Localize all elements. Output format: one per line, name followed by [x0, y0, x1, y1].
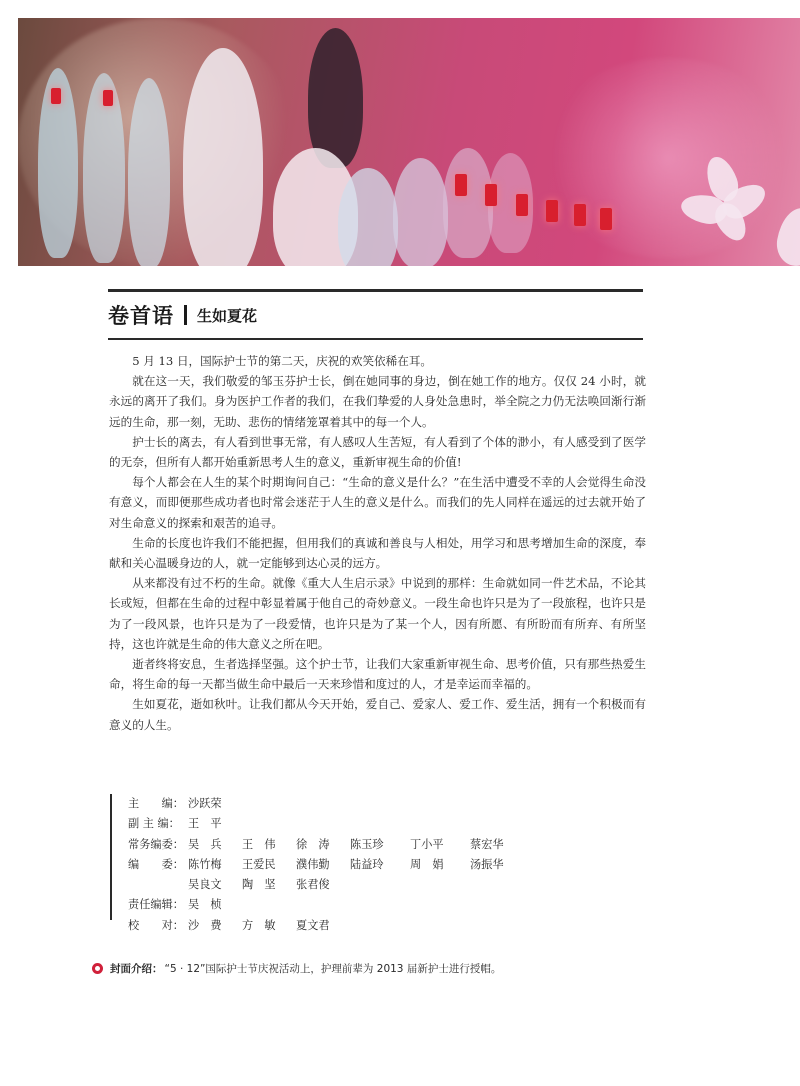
paragraph: 每个人都会在人生的某个时期询问自己：“生命的意义是什么？”在生活中遭受不幸的人会觉得生命没有意义，而即便那些成功者也时常会迷茫于人生的意义是什么。而我们的先人同样在遥远的过去就开始了对生命意义的探索和艰苦的追寻。: [109, 475, 646, 530]
paragraph: 生命的长度也许我们不能把握，但用我们的真诚和善良与人相处，用学习和思考增加生命的深度，奉献和关心温暖身边的人，就一定能够到达心灵的远方。: [109, 535, 646, 571]
editor-name: 张君俊: [296, 878, 330, 892]
editor-name: 周 娟: [410, 857, 444, 871]
cover-caption-text: “5 · 12”国际护士节庆祝活动上，护理前辈为 2013 届新护士进行授帽。: [164, 963, 502, 975]
masthead-label: 校 对：: [128, 918, 184, 932]
masthead-row-responsible: [128, 895, 524, 915]
editor-name: 沙跃荣: [188, 797, 222, 810]
column-header: [108, 289, 643, 340]
masthead-row-exec: [128, 835, 524, 855]
masthead-label: 责任编辑：: [128, 898, 184, 912]
editor-name: 方 敏: [242, 918, 276, 932]
masthead-label: 编 委：: [128, 857, 184, 871]
article-title: 生如夏花: [197, 306, 258, 325]
header-rule-top: [108, 289, 643, 292]
editor-name: 夏文君: [296, 918, 330, 932]
masthead-label: 副 主 编：: [128, 817, 180, 831]
editor-name: 徐 涛: [296, 837, 330, 851]
target-dot-icon: [92, 963, 103, 974]
editor-name: 陆益玲: [350, 857, 384, 871]
cover-photo: [18, 18, 800, 266]
article-body: [109, 351, 646, 735]
cover-caption: [92, 961, 501, 976]
editor-name: 陈玉珍: [350, 837, 384, 851]
editorial-masthead: [110, 794, 524, 932]
editor-name: 王爱民: [242, 857, 276, 871]
paragraph: 从来都没有过不朽的生命。就像《重大人生启示录》中说到的那样：生命就如同一件艺术品，不论其长或短，但都在生命的过程中彰显着属于他自己的奇妙意义。一段生命也许只是为了一段旅程，也许只是为了一段风景，也许只是为了一段爱情，也许只是为了某一个人，因有所愿、有所盼而有所弃、有所坚持，这也许就是生命的伟大意义之所在吧。: [109, 576, 646, 651]
editor-name: 王 平: [188, 817, 222, 831]
editor-name: 陶 坚: [242, 878, 276, 892]
editor-name: 濮伟勤: [296, 857, 330, 871]
cover-caption-label: 封面介绍：: [110, 963, 163, 975]
masthead-row-deputy: [128, 814, 524, 834]
paragraph: 就在这一天，我们敬爱的邹玉芬护士长，倒在她同事的身边，倒在她工作的地方。仅仅 24 小时，就永远的离开了我们。身为医护工作者的我们，在我们挚爱的人身处急患时，举全院之力仍无法唤回渐行渐远的生命，那一刻，无助、悲伤的情绪笼罩着其中的每一个人。: [109, 374, 646, 429]
paragraph: 5 月 13 日，国际护士节的第二天，庆祝的欢笑依稀在耳。: [132, 354, 433, 368]
title-divider: [184, 305, 187, 325]
masthead-row-board: [128, 855, 524, 875]
editor-name: 沙 费: [188, 918, 222, 932]
editor-name: 吴 桢: [188, 898, 222, 912]
paragraph: 逝者终将安息，生者选择坚强。这个护士节，让我们大家重新审视生命、思考价值，只有那些热爱生命，将生命的每一天都当做生命中最后一天来珍惜和度过的人，才是幸运而幸福的。: [109, 657, 646, 692]
editor-name: 蔡宏华: [470, 837, 504, 851]
editor-name: 丁小平: [410, 837, 444, 851]
masthead-row-board-cont: [128, 875, 524, 895]
header-rule-bottom: [108, 338, 643, 340]
paragraph: 护士长的离去，有人看到世事无常，有人感叹人生苦短，有人看到了个体的渺小，有人感受到了医学的无奈，但所有人都开始重新思考人生的意义，重新审视生命的价值!: [109, 434, 646, 470]
masthead-row-chief: [128, 794, 524, 814]
editor-name: 王 伟: [242, 837, 276, 851]
editor-name: 汤振华: [470, 857, 504, 871]
editor-name: 吴 兵: [188, 837, 222, 851]
masthead-row-proof: [128, 916, 524, 936]
editor-name: 陈竹梅: [188, 857, 222, 871]
masthead-label: 主 编：: [128, 797, 184, 810]
paragraph: 生如夏花，逝如秋叶。让我们都从今天开始，爱自己、爱家人、爱工作、爱生活，拥有一个积极而有意义的人生。: [109, 697, 646, 732]
editor-name: 吴良文: [188, 878, 222, 892]
column-title: 卷首语: [108, 304, 174, 328]
masthead-label: 常务编委：: [128, 837, 184, 851]
